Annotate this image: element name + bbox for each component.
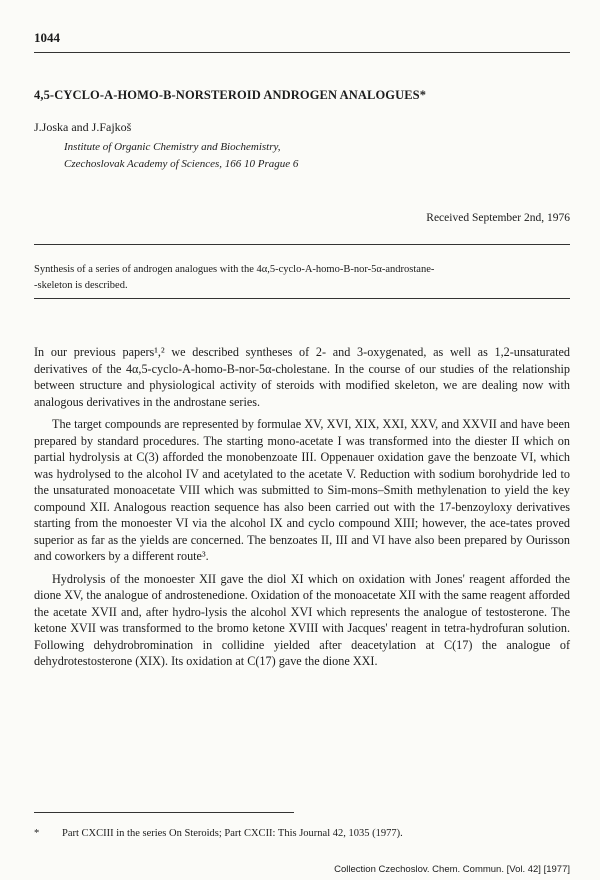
footnote-text: Part CXCIII in the series On Steroids; Part CXCII: This Journal 42, 1035 (1977). <box>62 828 403 839</box>
body-text <box>34 344 570 676</box>
footnote-rule <box>34 812 294 813</box>
abstract-line-1: Synthesis of a series of androgen analogues with the 4α,5-cyclo-A-homo-B-nor-5α-androstane- <box>34 264 435 275</box>
affiliation <box>64 139 298 173</box>
paragraph-2: The target compounds are represented by formulae XV, XVI, XIX, XXI, XXV, and XXVII and have been prepared by standard procedures. The starting mono-acetate I was transformed into the diester II which on partial hydrolysis at C(3) afforded the monobenzoate III. Oppenauer oxidation gave the benzoate VI, which was hydrolysed to the alcohol IV and acetylated to the acetate V. Reduction with sodium borohydride led to the unsaturated monoacetate VIII which was submitted to Sim-mons–Smith methylenation to yield the key compound XII. Analogous reaction sequence has also been carried out with the 17-benzoyloxy derivatives starting from the monoester VI via the alcohol IX and cyclo compound XIII; however, the ace-tates proved superior as far as the yields are concerned. The benzoates II, III and VI have also been prepared by Ourisson and coworkers by a different route³. <box>34 417 570 563</box>
affiliation-line-2: Czechoslovak Academy of Sciences, 166 10 Prague 6 <box>64 158 299 170</box>
abstract-line-2: -skeleton is described. <box>34 279 128 291</box>
authors: J.Joska and J.Fajkoš <box>34 120 132 134</box>
received-date: Received September 2nd, 1976 <box>426 212 570 224</box>
footnote-marker: * <box>34 828 40 839</box>
paragraph-1: In our previous papers¹,² we described syntheses of 2- and 3-oxygenated, as well as 1,2-unsaturated derivatives of the 4α,5-cyclo-A-homo-B-nor-5α-cholestane. In the course of our studies of the relationship between structure and physiological activity of steroids with modified skeleton, we are dealing now with analogous derivatives in the androstane series. <box>34 345 570 409</box>
page-number: 1044 <box>34 30 60 45</box>
paragraph-3: Hydrolysis of the monoester XII gave the diol XI which on oxidation with Jones' reagent afforded the dione XV, the analogue of androstenedione. Oxidation of the monoacetate XII with the same reagent afforded the acetate XVII and, after hydro-lysis the alcohol XVI which represents the analogue of testosterone. The ketone XVII was transformed to the bromo ketone XVIII with Jacques' reagent in tetra-hydrofuran solution. Following dehydrobromination in collidine yielded after deacetylation at C(17) the analogue of dehydrotestosterone (XIX). Its oxidation at C(17) gave the dione XXI. <box>34 571 570 668</box>
journal-footer: Collection Czechoslov. Chem. Commun. [Vol. 42] [1977] <box>334 864 570 875</box>
abstract <box>34 262 570 293</box>
abstract-top-rule <box>34 244 570 245</box>
affiliation-line-1: Institute of Organic Chemistry and Biochemistry, <box>64 141 281 153</box>
abstract-bottom-rule <box>34 298 570 299</box>
article-title: 4,5-CYCLO-A-HOMO-B-NORSTEROID ANDROGEN ANALOGUES* <box>34 88 427 102</box>
footnote <box>34 828 403 839</box>
header-rule <box>34 52 570 53</box>
